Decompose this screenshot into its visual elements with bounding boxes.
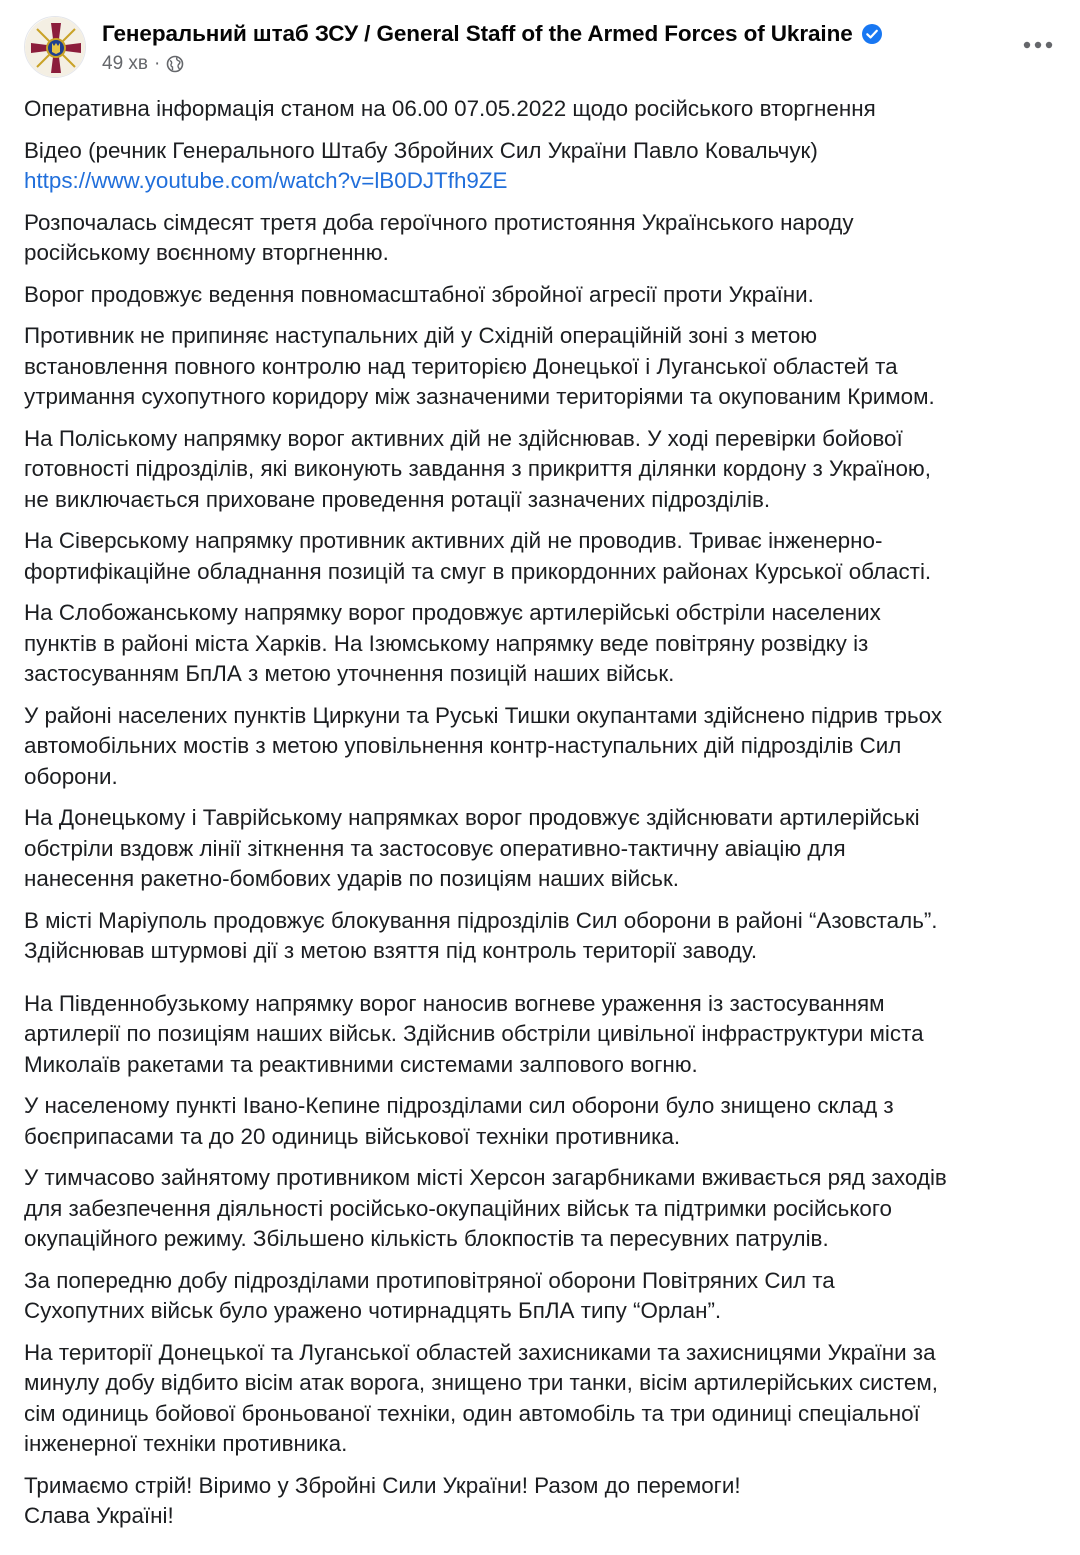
page-name[interactable]: Генеральний штаб ЗСУ / General Staff of the Armed Forces of Ukraine (102, 21, 853, 46)
post-text (24, 94, 1064, 1543)
post-paragraph: У тимчасово зайнятому противником місті Херсон загарбниками вживається ряд заходів для забезпечення діяльності російсько-окупаційних військ та підтримки російського окупаційного режиму. Збільшено кількість блокпостів та пересувних патрулів. (24, 1165, 947, 1251)
page-avatar[interactable] (24, 16, 86, 78)
post-paragraph: У районі населених пунктів Циркуни та Руські Тишки окупантами здійснено підрив трьох автомобільних мостів з метою уповільнення контр-наступальних дій підрозділів Сил оборони. (24, 702, 943, 789)
post-header (0, 0, 1080, 96)
post-paragraph: На Слобожанському напрямку ворог продовжує артилерійські обстріли населених пунктів в районі міста Харків. На Ізюмському напрямку веде повітряну розвідку із застосуванням БпЛА з метою уточнення позицій наших військ. (24, 600, 881, 686)
post-timestamp[interactable]: 49 хв (102, 53, 149, 74)
post-paragraph: У населеному пункті Івано-Кепине підрозділами сил оборони було знищено склад з боєприпасами та до 20 одиниць військової техніки противника. (24, 1093, 894, 1149)
armed-forces-emblem-icon (25, 17, 86, 78)
more-options-icon (1023, 41, 1053, 49)
more-options-button[interactable] (1018, 30, 1058, 60)
post-paragraph: На території Донецької та Луганської областей захисниками та захисницями України за минулу добу відбито вісім атак ворога, знищено три танки, вісім артилерійських систем, сім одиниць бойової броньованої техніки, один автомобіль та три одиниці спеціальної інженерної техніки противника. (24, 1339, 938, 1456)
post-paragraph: На Поліському напрямку ворог активних дій не здійснював. У ході перевірки бойової готовності підрозділів, які виконують завдання з прикриття ділянки кордону з Україною, не виключається приховане проведення ротації зазначених підрозділів. (24, 425, 931, 512)
post-paragraph: За попередню добу підрозділами протиповітряної оборони Повітряних Сил та Сухопутних військ було уражено чотирнадцять БпЛА типу “Орлан”. (24, 1267, 835, 1323)
post-paragraph: На Сіверському напрямку противник активних дій не проводив. Триває інженерно- фортифікаційне обладнання позицій та смуг в прикордонних районах Курської області. (24, 528, 932, 584)
post-paragraph: Ворог продовжує ведення повномасштабної збройної агресії проти України. (24, 281, 814, 307)
post-paragraph: Оперативна інформація станом на 06.00 07.05.2022 щодо російського вторгнення (24, 96, 876, 121)
post-paragraph: Противник не припиняє наступальних дій у Східній операційній зоні з метою встановлення повного контролю над територією Донецької і Луганської областей та утримання сухопутного коридору між зазначеними територіями та окупованим Кримом. (24, 323, 935, 409)
post-paragraph: Тримаємо стрій! Віримо у Збройні Сили України! Разом до перемоги! Слава Україні! (24, 1472, 741, 1528)
post-paragraph: Відео (речник Генерального Штабу Збройних Сил України Павло Ковальчук) https://www.youtube.com/watch?v=lB0DJTfh9ZE (24, 136, 1064, 197)
post-meta (102, 51, 184, 77)
youtube-link[interactable]: https://www.youtube.com/watch?v=lB0DJTfh9ZE (24, 168, 508, 193)
globe-icon (166, 55, 184, 73)
post-paragraph: На Південнобузькому напрямку ворог наносив вогневе ураження із застосуванням артилерії по позиціям наших військ. Здійснив обстріли цивільної інфраструктури міста Миколаїв ракетами та реактивними системами залпового вогню. (24, 990, 924, 1077)
author-line (102, 17, 883, 51)
meta-separator: · (154, 53, 161, 74)
verified-badge-icon (861, 23, 883, 45)
post-paragraph: Розпочалась сімдесят третя доба героїчного протистояння Українського народу російському воєнному вторгненню. (24, 209, 854, 265)
post-paragraph: В місті Маріуполь продовжує блокування підрозділів Сил оборони в районі “Азовсталь”. Здійснював штурмові дії з метою взяття під контроль території заводу. (24, 907, 938, 963)
post-paragraph: На Донецькому і Таврійському напрямках ворог продовжує здійснювати артилерійські обстріли вздовж лінії зіткнення та застосовує оперативно-тактичну авіацію для нанесення ракетно-бомбових ударів по позиціям наших військ. (24, 805, 920, 891)
